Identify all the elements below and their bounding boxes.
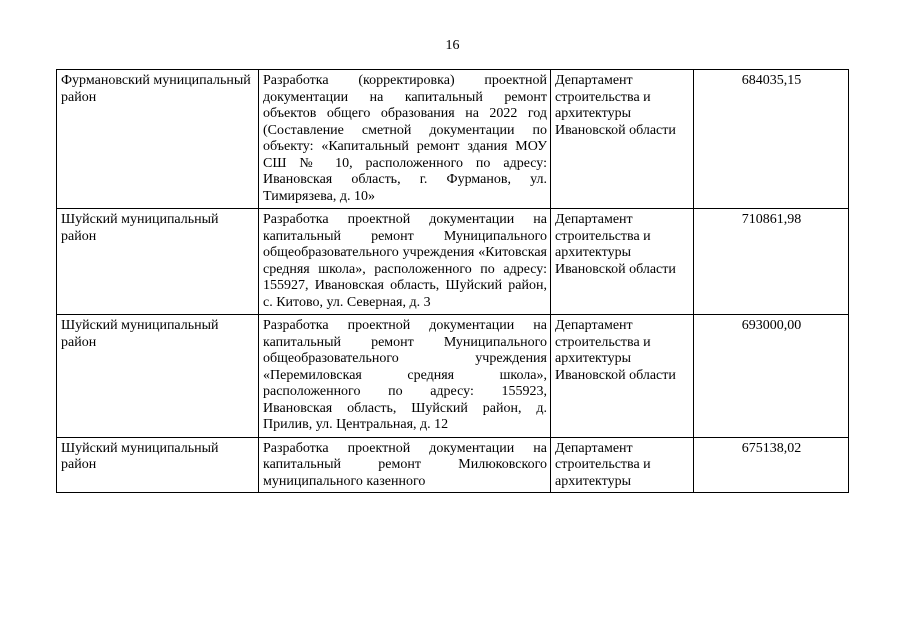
description-cell: Разработка проектной документации на капитальный ремонт Муниципального общеобразовательного учреждения «Китовская средняя школа», расположенного по адресу: 155927, Ивановская область, Шуйский район, с. Китово, ул. Северная, д. 3: [259, 209, 551, 315]
table-row: [57, 70, 849, 209]
department-cell: Департамент строительства и архитектуры Ивановской области: [551, 70, 694, 209]
department-cell: Департамент строительства и архитектуры Ивановской области: [551, 209, 694, 315]
amount-cell: 693000,00: [694, 315, 849, 438]
description-cell: Разработка проектной документации на капитальный ремонт Муниципального общеобразовательного учреждения «Перемиловская средняя школа», расположенного по адресу: 155923, Ивановская область, Шуйский район, д. Прилив, ул. Центральная, д. 12: [259, 315, 551, 438]
table-row: [57, 209, 849, 315]
description-cell: Разработка (корректировка) проектной документации на капитальный ремонт объектов общего образования на 2022 год (Составление сметной документации по объекту: «Капитальный ремонт здания МОУ СШ № 10, расположенного по адресу: Ивановская область, г. Фурманов, ул. Тимирязева, д. 10»: [259, 70, 551, 209]
amount-cell: 710861,98: [694, 209, 849, 315]
page-number: 16: [445, 38, 460, 53]
description-cell: Разработка проектной документации на капитальный ремонт Милюковского муниципального казенного: [259, 437, 551, 493]
table-row: [57, 315, 849, 438]
table-row: [57, 437, 849, 493]
amount-cell: 684035,15: [694, 70, 849, 209]
district-cell: Фурмановский муниципальный район: [57, 70, 259, 209]
department-cell: Департамент строительства и архитектуры Ивановской области: [551, 315, 694, 438]
district-cell: Шуйский муниципальный район: [57, 437, 259, 493]
department-cell: Департамент строительства и архитектуры: [551, 437, 694, 493]
amount-cell: 675138,02: [694, 437, 849, 493]
funding-table: [56, 69, 849, 493]
district-cell: Шуйский муниципальный район: [57, 209, 259, 315]
district-cell: Шуйский муниципальный район: [57, 315, 259, 438]
